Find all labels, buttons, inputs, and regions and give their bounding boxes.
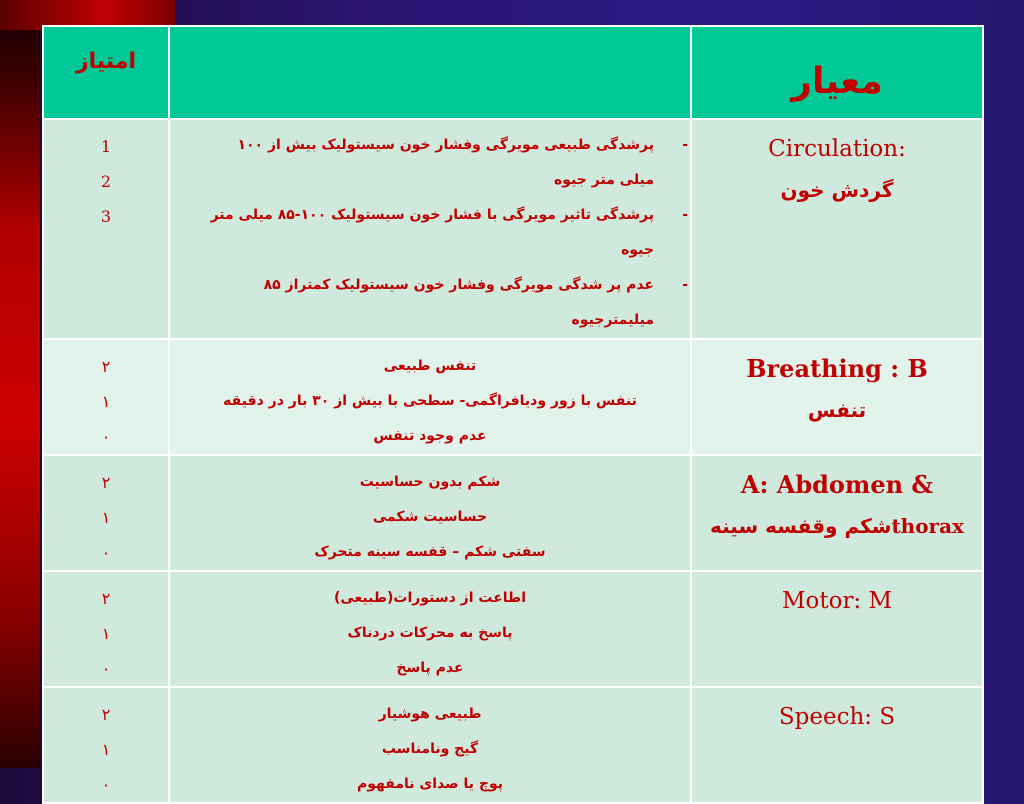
header-criterion-cell [691, 26, 983, 119]
criterion-mixed-line [692, 504, 982, 548]
criterion-english: Speech: S [778, 704, 896, 730]
criterion-cell [691, 455, 983, 571]
description-item: شکم بدون حساسیت [359, 474, 501, 490]
description-item: عدم پاسخ [396, 660, 464, 676]
header-score-label: امتیاز [75, 49, 137, 74]
criterion-cell [691, 339, 983, 455]
score-value: ۲ [101, 357, 111, 376]
description-item: عدم وجود تنفس [373, 428, 487, 444]
description-item: تنفس طبیعی [383, 358, 477, 374]
criterion-english: Circulation: [768, 136, 906, 162]
score-value: ۰ [101, 659, 111, 678]
description-item: گیج ونامناسب [381, 741, 479, 757]
description-item: - عدم پر شدگی مویرگی وفشار خون سیستولیک کمتراز ۸۵ میلیمترجیوه [210, 268, 654, 338]
description-item: اطاعت از دستورات(طبیعی) [333, 590, 527, 606]
table-header-row [43, 26, 983, 119]
score-value: ۱ [101, 740, 111, 759]
description-item: پوچ یا صدای نامفهوم [356, 776, 504, 792]
criterion-cell [691, 687, 983, 803]
description-cell [169, 571, 691, 687]
criteria-table [42, 25, 984, 804]
description-item: پاسخ به محرکات دردناک [347, 625, 513, 641]
score-value: 1 [100, 137, 112, 156]
description-cell [169, 339, 691, 455]
score-value: ۱ [101, 624, 111, 643]
header-criterion-label: معیار [791, 61, 883, 102]
background-left-decoration [0, 0, 40, 768]
description-cell [169, 455, 691, 571]
score-cell [43, 339, 169, 455]
table-row-breathing [43, 339, 983, 455]
criterion-english: Breathing : B [746, 354, 928, 383]
score-value: ۲ [101, 589, 111, 608]
score-value: ۱ [101, 392, 111, 411]
description-item: سفتی شکم – قفسه سینه متحرک [314, 544, 546, 560]
score-value: ۰ [101, 543, 111, 562]
score-cell [43, 571, 169, 687]
table-row-abdomen-thorax [43, 455, 983, 571]
score-cell [43, 455, 169, 571]
description-cell [169, 119, 691, 339]
header-description-cell [169, 26, 691, 119]
criterion-persian: تنفس [807, 398, 867, 422]
description-item: - پرشدگی طبیعی مویرگی وفشار خون سیستولیک بیش از ۱۰۰ میلی متر جیوه [210, 128, 654, 198]
criterion-english: A: Abdomen & [740, 470, 934, 499]
description-item: - پرشدگی تاثیر مویرگی با فشار خون سیستولیک ۱۰۰-۸۵ میلی متر جیوه [210, 198, 654, 268]
criterion-english: Motor: M [781, 588, 893, 614]
score-value: ۲ [101, 705, 111, 724]
score-value: ۰ [101, 427, 111, 446]
criterion-english-suffix: thorax [891, 514, 964, 538]
criterion-persian: گردش خون [780, 178, 894, 202]
score-cell [43, 119, 169, 339]
table-row-circulation [43, 119, 983, 339]
criterion-cell [691, 119, 983, 339]
description-cell [169, 687, 691, 803]
score-cell [43, 687, 169, 803]
score-value: ۱ [101, 508, 111, 527]
score-value: ۲ [101, 473, 111, 492]
score-value: ۰ [101, 775, 111, 794]
criterion-persian: شکم وقفسه سینه [710, 514, 892, 538]
table-row-motor [43, 571, 983, 687]
table-row-speech [43, 687, 983, 803]
score-value: 3 [100, 207, 112, 226]
description-item: تنفس با زور ودیافراگمی- سطحی با بیش از ۳۰ بار در دقیقه [223, 393, 637, 409]
description-item: طبیعی هوشیار [378, 706, 482, 722]
header-score-cell [43, 26, 169, 119]
criterion-cell [691, 571, 983, 687]
description-item: حساسیت شکمی [372, 509, 488, 525]
score-value: 2 [100, 172, 112, 191]
